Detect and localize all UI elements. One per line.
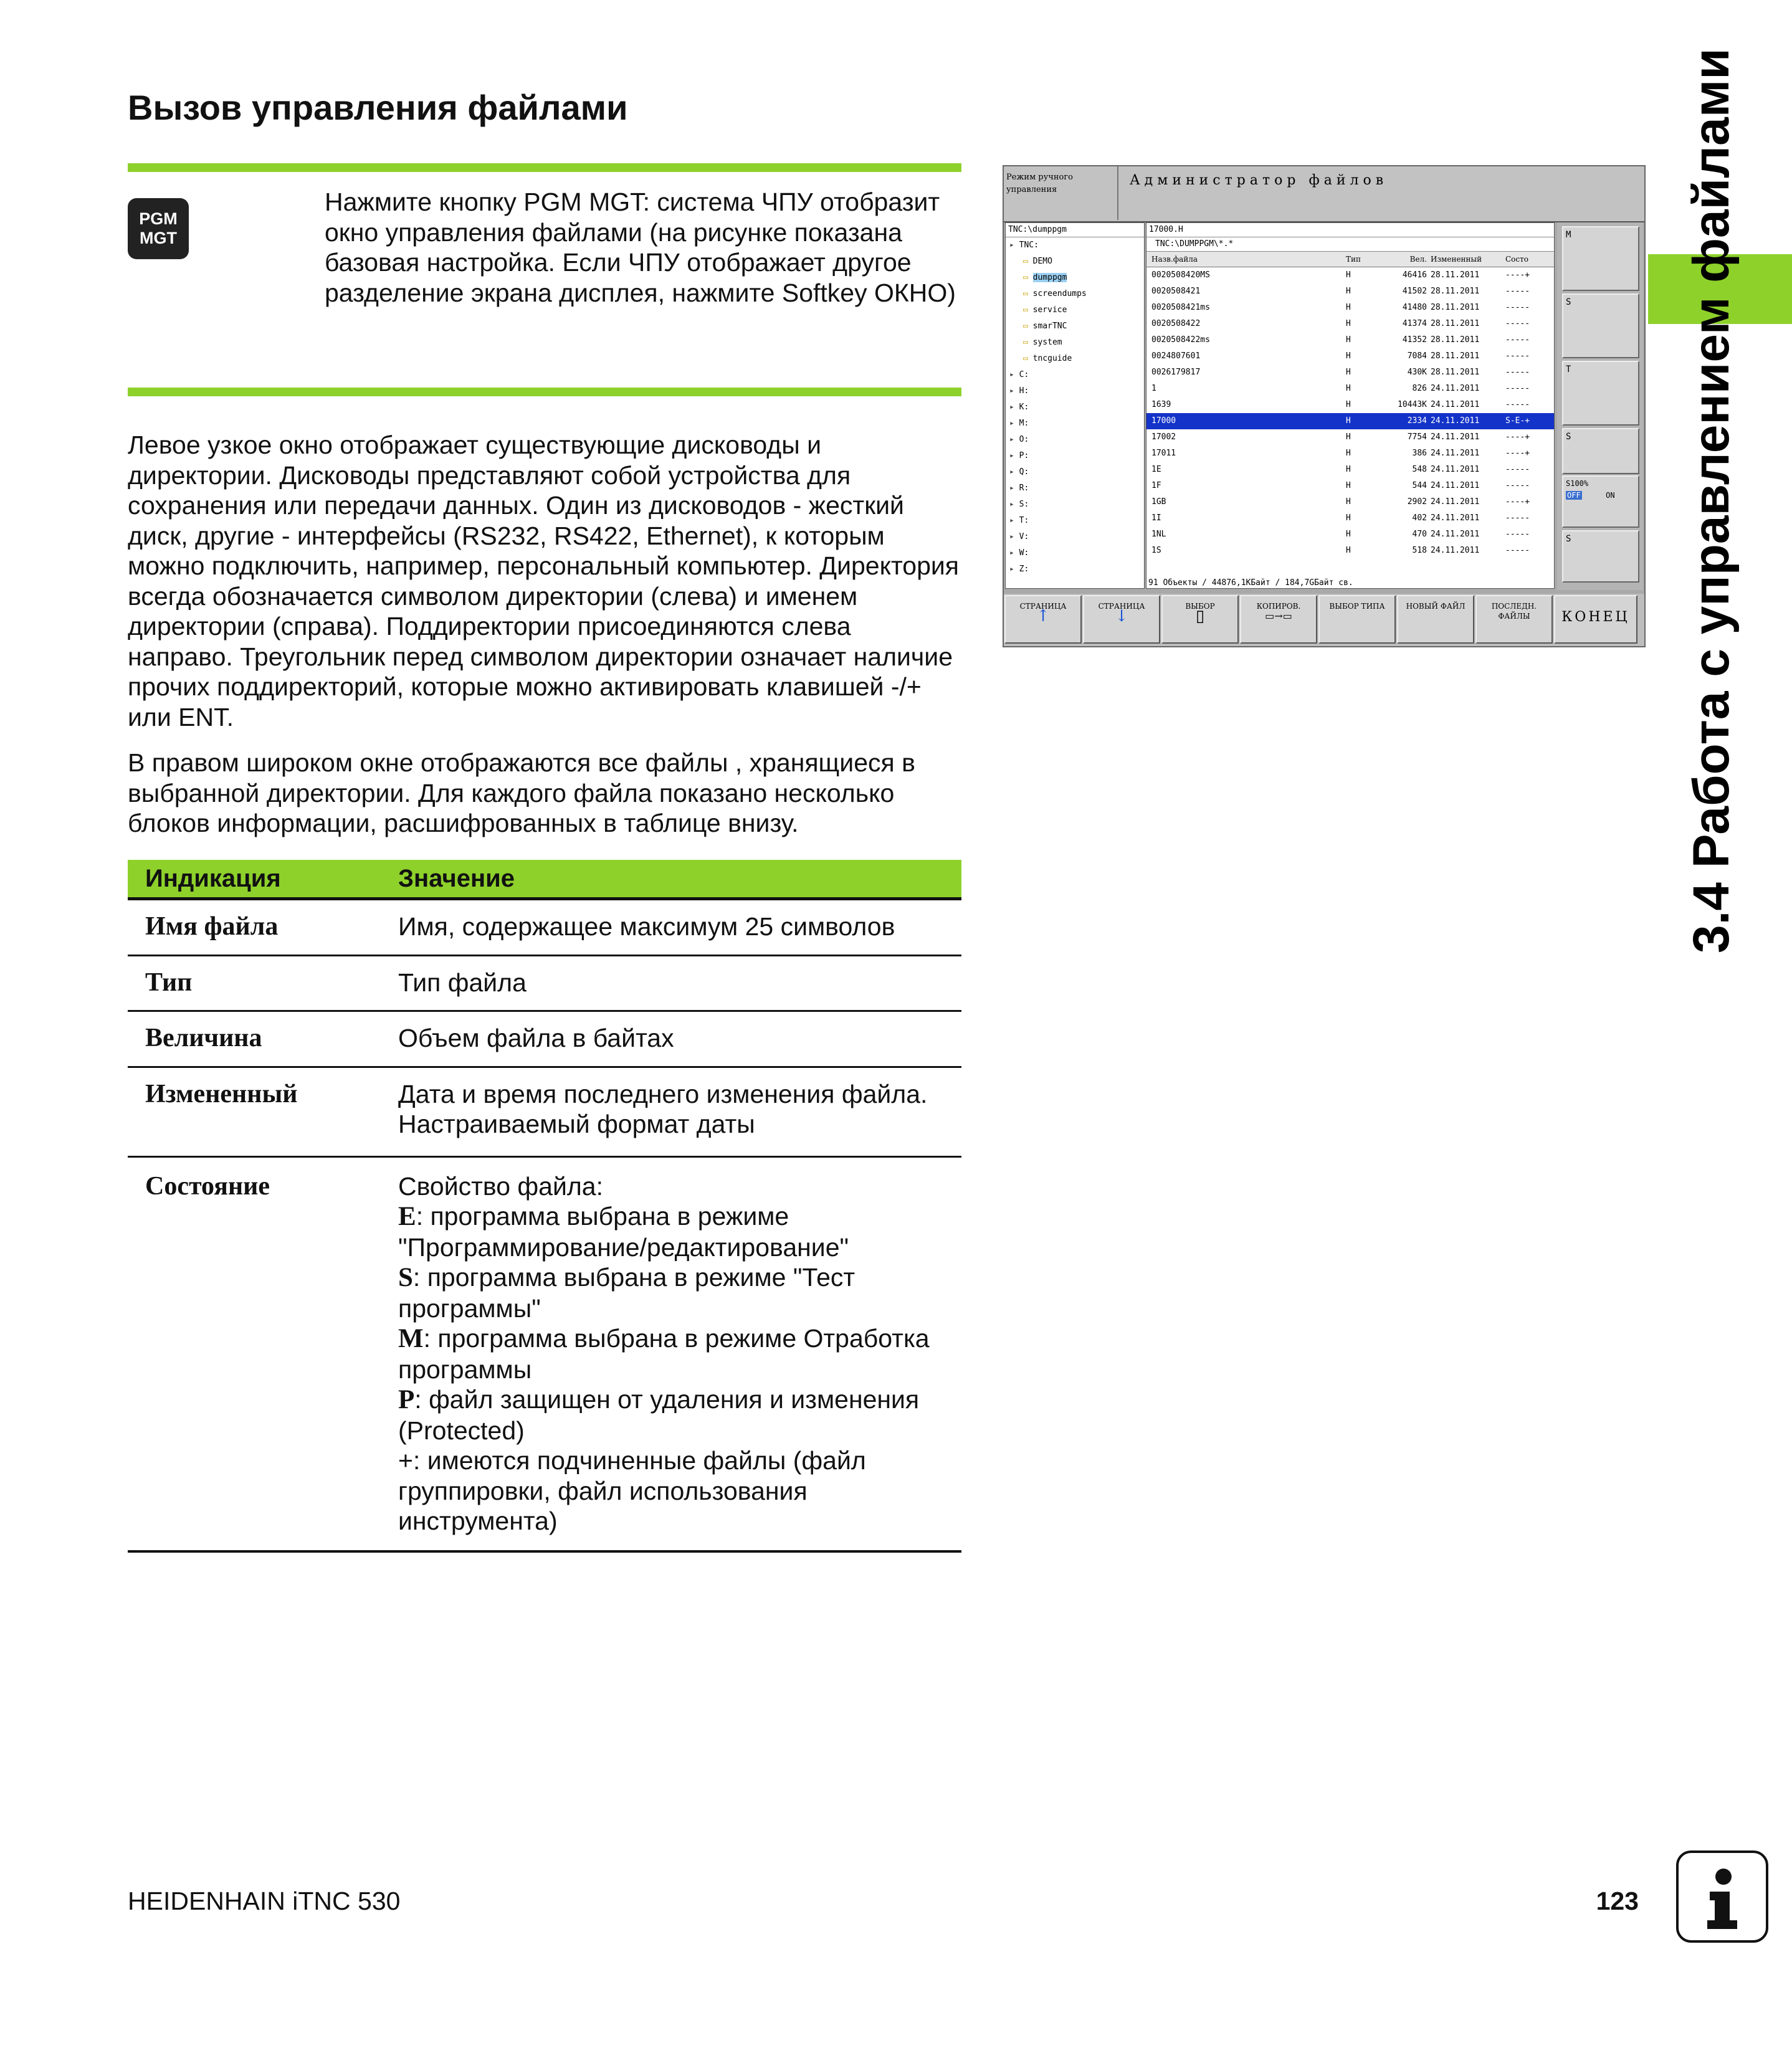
col-name[interactable]: Назв.файла [1151, 255, 1198, 264]
row-key: Измененный [145, 1079, 298, 1108]
side-button-s-minus[interactable] [1562, 530, 1639, 583]
pgm-mgt-key-icon [128, 198, 189, 259]
file-size: 10443K [1398, 400, 1427, 409]
softkey-copy[interactable] [1240, 595, 1317, 644]
drive-icon: ▸ [1009, 451, 1019, 460]
tree-label: W: [1019, 548, 1029, 558]
machine-status-bar [1557, 222, 1643, 590]
file-type: H [1346, 546, 1351, 555]
tree-item[interactable] [1006, 302, 1144, 318]
file-manager-title: Администратор файлов [1130, 173, 1388, 188]
tree-label: system [1032, 338, 1062, 347]
tree-label: R: [1019, 483, 1029, 493]
file-row[interactable] [1146, 445, 1554, 462]
file-modified: 24.11.2011 [1431, 513, 1480, 523]
file-modified: 24.11.2011 [1431, 497, 1480, 507]
tree-item[interactable] [1006, 351, 1144, 367]
file-modified: 28.11.2011 [1431, 335, 1480, 345]
file-row[interactable] [1146, 478, 1554, 494]
arrow-down-icon: ↓ [1115, 607, 1128, 626]
file-modified: 24.11.2011 [1431, 481, 1480, 490]
file-size: 41480 [1402, 303, 1427, 312]
file-size: 470 [1412, 530, 1427, 539]
directory-panel[interactable] [1005, 222, 1145, 589]
tree-label: Z: [1019, 564, 1029, 574]
file-row[interactable] [1146, 300, 1554, 316]
file-name: 0020508421ms [1151, 303, 1210, 312]
file-state: ----- [1505, 530, 1530, 539]
state-e [398, 1201, 961, 1262]
file-size: 7754 [1407, 432, 1427, 442]
side-label: S [1566, 432, 1571, 442]
file-state: ----+ [1505, 449, 1530, 458]
side-label: M [1566, 230, 1571, 240]
state-letter: P [398, 1385, 415, 1414]
row-value: Дата и время последнего изменения файла. Настраиваемый формат даты [398, 1079, 928, 1138]
tree-item[interactable] [1006, 513, 1144, 529]
col-state[interactable]: Состо [1505, 255, 1528, 264]
file-type: H [1346, 368, 1351, 377]
file-type: H [1346, 287, 1351, 296]
tree-item[interactable] [1006, 416, 1144, 432]
folder-icon: ▭ [1023, 273, 1033, 282]
file-state: ----+ [1505, 432, 1530, 442]
state-letter: E [398, 1202, 416, 1231]
file-type: H [1346, 465, 1351, 474]
state-text: : программа выбрана в режиме "Тест программы" [398, 1263, 855, 1323]
tree-label: H: [1019, 386, 1029, 396]
file-modified: 24.11.2011 [1431, 530, 1480, 539]
file-modified: 24.11.2011 [1431, 432, 1480, 442]
file-state: ----- [1505, 287, 1530, 296]
tree-item[interactable] [1006, 335, 1144, 351]
directory-path: TNC:\dumppgm [1006, 223, 1144, 237]
file-name: 1639 [1151, 400, 1171, 409]
folder-icon: ▭ [1023, 338, 1033, 347]
file-state: ----- [1505, 319, 1530, 328]
tree-label: V: [1019, 532, 1029, 541]
state-text: : программа выбрана в режиме Отработка программы [398, 1324, 930, 1384]
file-size: 544 [1412, 481, 1427, 490]
key-label-line1: PGM [139, 209, 178, 228]
file-modified: 28.11.2011 [1431, 351, 1480, 361]
state-m [398, 1323, 961, 1384]
chapter-title: 3.4 Работа с управлением файлами [1683, 48, 1740, 953]
tree-item[interactable] [1006, 529, 1144, 545]
file-modified: 24.11.2011 [1431, 449, 1480, 458]
file-state: ----- [1505, 481, 1530, 490]
row-value: Объем файла в байтах [398, 1024, 674, 1052]
file-modified: 24.11.2011 [1431, 465, 1480, 474]
file-type: H [1346, 303, 1351, 312]
tree-item[interactable] [1006, 254, 1144, 270]
file-size: 46416 [1402, 270, 1427, 280]
file-state: ----+ [1505, 270, 1530, 280]
on-label: ON [1606, 491, 1615, 500]
file-name: 0020508422 [1151, 319, 1201, 328]
file-state: ----- [1505, 335, 1530, 345]
tree-item[interactable] [1006, 286, 1144, 302]
softkey-label: ВЫБОР ТИПА [1329, 602, 1385, 611]
file-list-header [1146, 252, 1554, 267]
drive-icon: ▸ [1009, 516, 1019, 525]
tree-label: Q: [1019, 467, 1029, 477]
drive-icon: ▸ [1009, 419, 1019, 428]
table-row [128, 956, 961, 1012]
tree-item[interactable] [1006, 367, 1144, 383]
tree-label: TNC: [1019, 241, 1039, 250]
softkey-label: СТРАНИЦА [1019, 602, 1067, 611]
drive-icon: ▸ [1009, 386, 1019, 396]
tree-label: tncguide [1032, 354, 1072, 363]
softkey-label: СТРАНИЦА [1098, 602, 1145, 611]
file-path: TNC:\DUMPPGM\*.* [1146, 237, 1554, 252]
state-intro: Свойство файла: [398, 1171, 603, 1201]
file-state: S-E-+ [1505, 416, 1530, 426]
file-row[interactable] [1146, 543, 1554, 559]
drive-icon: ▸ [1009, 402, 1019, 412]
file-size: 518 [1412, 546, 1427, 555]
folder-icon: ▭ [1023, 354, 1033, 363]
file-size: 430K [1407, 368, 1427, 377]
file-manager-screenshot [1003, 165, 1646, 647]
side-label: T [1566, 364, 1571, 374]
tree-item[interactable] [1006, 545, 1144, 561]
side-label: S100% [1566, 479, 1589, 488]
file-row[interactable] [1146, 526, 1554, 543]
file-modified: 28.11.2011 [1431, 270, 1480, 280]
tree-label: M: [1019, 419, 1029, 428]
file-modified: 28.11.2011 [1431, 303, 1480, 312]
side-label: S [1566, 534, 1571, 544]
header-meaning: Значение [398, 864, 515, 892]
file-type: H [1346, 449, 1351, 458]
key-label-line2: MGT [140, 229, 177, 247]
table-row [128, 900, 961, 956]
tree-item[interactable] [1006, 480, 1144, 497]
drive-icon: ▸ [1009, 500, 1019, 509]
tree-label: K: [1019, 402, 1029, 412]
file-type: H [1346, 497, 1351, 507]
tree-label: smarTNC [1032, 321, 1067, 331]
file-name: 17011 [1151, 449, 1176, 458]
footer-product: HEIDENHAIN iTNC 530 [128, 1887, 401, 1915]
drive-icon: ▸ [1009, 532, 1019, 541]
state-text: : программа выбрана в режиме "Программирование/редактирование" [398, 1202, 849, 1262]
file-state: ----+ [1505, 497, 1530, 507]
file-type: H [1346, 270, 1351, 280]
table-row [128, 1068, 961, 1158]
file-name: 0026179817 [1151, 368, 1201, 377]
file-row[interactable] [1146, 397, 1554, 413]
intro-text: Нажмите кнопку PGM MGT: система ЧПУ отобразит окно управления файлами (на рисунке показана базовая настройка. Если ЧПУ отображает другое разделение экрана дисплея, нажмите Softkey ОКНО) [325, 188, 956, 307]
tree-label: P: [1019, 451, 1029, 460]
file-size: 41502 [1402, 287, 1427, 296]
green-divider [128, 388, 961, 396]
file-size: 7084 [1407, 351, 1427, 361]
file-modified: 28.11.2011 [1431, 287, 1480, 296]
file-type: H [1346, 481, 1351, 490]
state-letter: S [398, 1263, 413, 1292]
arrow-up-icon: ↑ [1036, 607, 1050, 626]
col-type[interactable]: Тип [1346, 255, 1361, 264]
tree-item[interactable] [1006, 561, 1144, 578]
drive-icon: ▸ [1009, 435, 1019, 444]
file-type: H [1346, 335, 1351, 345]
tree-label: service [1032, 305, 1067, 315]
file-row[interactable] [1146, 429, 1554, 445]
table-row [128, 1012, 961, 1068]
side-label: S [1566, 297, 1571, 307]
file-row[interactable] [1146, 381, 1554, 397]
file-modified: 28.11.2011 [1431, 368, 1480, 377]
paragraph-files: В правом широком окне отображаются все файлы , хранящиеся в выбранной директории. Для каждого файла показано несколько блоков информации, расшифрованных в таблице внизу. [128, 748, 915, 837]
page-title: Вызов управления файлами [128, 88, 628, 127]
softkey-select-type[interactable] [1318, 595, 1396, 644]
softkey-label: ВЫБОР [1185, 602, 1215, 611]
side-button-override[interactable] [1562, 475, 1639, 528]
state-s [398, 1262, 961, 1323]
state-plus: +: имеются подчиненные файлы (файл группировки, файл использования инструмента) [398, 1446, 866, 1535]
drive-icon: ▸ [1009, 370, 1019, 379]
page-number: 123 [1596, 1887, 1639, 1915]
row-key: Тип [145, 968, 193, 997]
file-name: 1I [1151, 513, 1161, 523]
info-table [128, 860, 961, 1553]
file-modified: 24.11.2011 [1431, 384, 1480, 393]
file-name: 1NL [1151, 530, 1166, 539]
softkey-page-up[interactable] [1004, 595, 1082, 644]
tree-item[interactable] [1006, 448, 1144, 464]
file-type: H [1346, 416, 1351, 426]
file-name: 1E [1151, 465, 1161, 474]
file-type: H [1346, 400, 1351, 409]
file-state: ----- [1505, 303, 1530, 312]
drive-icon: ▸ [1009, 548, 1019, 558]
file-modified: 28.11.2011 [1431, 319, 1480, 328]
tree-item[interactable] [1006, 432, 1144, 448]
tree-label: C: [1019, 370, 1029, 379]
side-button-m[interactable] [1562, 226, 1639, 291]
file-name: 0020508422ms [1151, 335, 1210, 345]
tree-item[interactable] [1006, 270, 1144, 286]
file-name: 1GB [1151, 497, 1166, 507]
tree-item[interactable] [1006, 464, 1144, 480]
file-name: 17002 [1151, 432, 1176, 442]
file-state: ----- [1505, 546, 1530, 555]
operating-mode: Режим ручного управления [1006, 173, 1074, 194]
drive-icon: ▸ [1009, 467, 1019, 477]
row-value: Тип файла [398, 968, 527, 997]
table-row-state [128, 1158, 961, 1553]
file-row[interactable] [1146, 494, 1554, 510]
col-modified[interactable]: Измененный [1431, 255, 1482, 264]
tree-item[interactable] [1006, 237, 1144, 254]
folder-icon: ▭ [1023, 321, 1033, 331]
file-size: 2902 [1407, 497, 1427, 507]
file-type: H [1346, 432, 1351, 442]
file-size: 41352 [1402, 335, 1427, 345]
softkey-label: КОПИРОВ. [1256, 602, 1301, 611]
file-size: 386 [1412, 449, 1427, 458]
file-row[interactable] [1146, 332, 1554, 348]
paragraph-drives: Левое узкое окно отображает существующие дисководы и директории. Дисководы представляют собой устройства для сохранения или передачи данных. Один из дисководов - жесткий диск, другие - интерфейсы (RS232, RS422, Ethernet), к которым можно подключить, например, персональный компьютер. Директория всегда обозначается символом директории (слева) и именем директории (справа). Поддиректории присоединяются слева направо. Треугольник перед символом директории означает наличие прочих поддиректорий, которые можно активировать клавишей -/+ или ENT. [128, 431, 960, 731]
drive-icon: ▸ [1009, 241, 1019, 250]
tree-label: dumppgm [1032, 273, 1067, 282]
softkey-last-files[interactable] [1475, 595, 1553, 644]
state-text: : файл защищен от удаления и изменения (Protected) [398, 1385, 920, 1445]
file-name: 1F [1151, 481, 1161, 490]
file-size: 548 [1412, 465, 1427, 474]
tree-label: S: [1019, 500, 1029, 509]
softkey-end[interactable] [1554, 595, 1637, 644]
file-name: 0024807601 [1151, 351, 1201, 361]
row-value: Имя, содержащее максимум 25 символов [398, 912, 895, 941]
file-row[interactable] [1146, 348, 1554, 364]
row-key: Величина [145, 1024, 262, 1052]
file-size: 41374 [1402, 319, 1427, 328]
softkey-bar [1004, 594, 1644, 646]
file-state: ----- [1505, 513, 1530, 523]
status-line: 91 Объекты / 44876,1KБайт / 184,7GБайт св. [1148, 578, 1353, 588]
tree-item[interactable] [1006, 318, 1144, 335]
file-panel[interactable] [1146, 222, 1555, 589]
info-icon [1676, 1850, 1768, 1943]
document-icon: ▯ [1195, 607, 1205, 626]
copy-icon: ▭→▭ [1265, 610, 1292, 622]
file-name: 0020508421 [1151, 287, 1201, 296]
directory-tree[interactable] [1006, 237, 1144, 578]
softkey-select[interactable] [1161, 595, 1239, 644]
file-row[interactable] [1146, 510, 1554, 526]
file-state: ----- [1505, 400, 1530, 409]
selected-file: 17000.H [1146, 223, 1554, 237]
softkey-label: ПОСЛЕДН. ФАЙЛЫ [1491, 602, 1537, 621]
tree-label: DEMO [1032, 257, 1052, 266]
softkey-label: НОВЫЙ ФАЙЛ [1406, 602, 1466, 611]
header-indication: Индикация [145, 864, 281, 892]
side-button-s-plus[interactable] [1562, 428, 1639, 474]
file-name: 1 [1151, 384, 1156, 393]
col-size[interactable]: Вел. [1409, 255, 1427, 264]
tree-item[interactable] [1006, 497, 1144, 513]
file-type: H [1346, 530, 1351, 539]
drive-icon: ▸ [1009, 564, 1019, 574]
tree-label: T: [1019, 516, 1029, 525]
file-row[interactable] [1146, 283, 1554, 300]
file-type: H [1346, 384, 1351, 393]
file-size: 402 [1412, 513, 1427, 523]
tree-item[interactable] [1006, 399, 1144, 416]
file-name: 1S [1151, 546, 1161, 555]
file-size: 826 [1412, 384, 1427, 393]
off-label: OFF [1567, 491, 1581, 500]
drive-icon: ▸ [1009, 483, 1019, 493]
side-button-s[interactable] [1562, 293, 1639, 358]
file-row[interactable] [1146, 413, 1554, 429]
file-type: H [1346, 513, 1351, 523]
file-list[interactable] [1146, 267, 1554, 559]
softkey-label: КОНЕЦ [1561, 609, 1630, 625]
file-row[interactable] [1146, 267, 1554, 283]
file-state: ----- [1505, 384, 1530, 393]
screen-header [1004, 166, 1644, 222]
file-modified: 24.11.2011 [1431, 546, 1480, 555]
folder-icon: ▭ [1023, 289, 1033, 298]
file-modified: 24.11.2011 [1431, 400, 1480, 409]
file-name: 17000 [1151, 416, 1176, 426]
row-key: Состояние [145, 1171, 270, 1201]
file-size: 2334 [1407, 416, 1427, 426]
softkey-page-down[interactable] [1083, 595, 1160, 644]
file-row[interactable] [1146, 462, 1554, 478]
mode-title-box [1117, 166, 1644, 220]
file-modified: 24.11.2011 [1431, 416, 1480, 426]
file-state: ----- [1505, 465, 1530, 474]
tree-label: screendumps [1032, 289, 1087, 298]
file-type: H [1346, 351, 1351, 361]
file-row[interactable] [1146, 316, 1554, 332]
side-button-t[interactable] [1562, 361, 1639, 426]
row-value-state [398, 1171, 961, 1536]
state-p [398, 1384, 961, 1446]
file-row[interactable] [1146, 364, 1554, 381]
green-divider [128, 163, 961, 172]
state-letter: M [398, 1324, 424, 1353]
file-name: 0020508420MS [1151, 270, 1210, 280]
file-type: H [1346, 319, 1351, 328]
softkey-new-file[interactable] [1397, 595, 1474, 644]
folder-icon: ▭ [1023, 257, 1033, 266]
tree-label: O: [1019, 435, 1029, 444]
file-state: ----- [1505, 368, 1530, 377]
table-header [128, 860, 961, 900]
tree-item[interactable] [1006, 383, 1144, 399]
folder-icon: ▭ [1023, 305, 1033, 315]
file-state: ----- [1505, 351, 1530, 361]
row-key: Имя файла [145, 912, 279, 941]
